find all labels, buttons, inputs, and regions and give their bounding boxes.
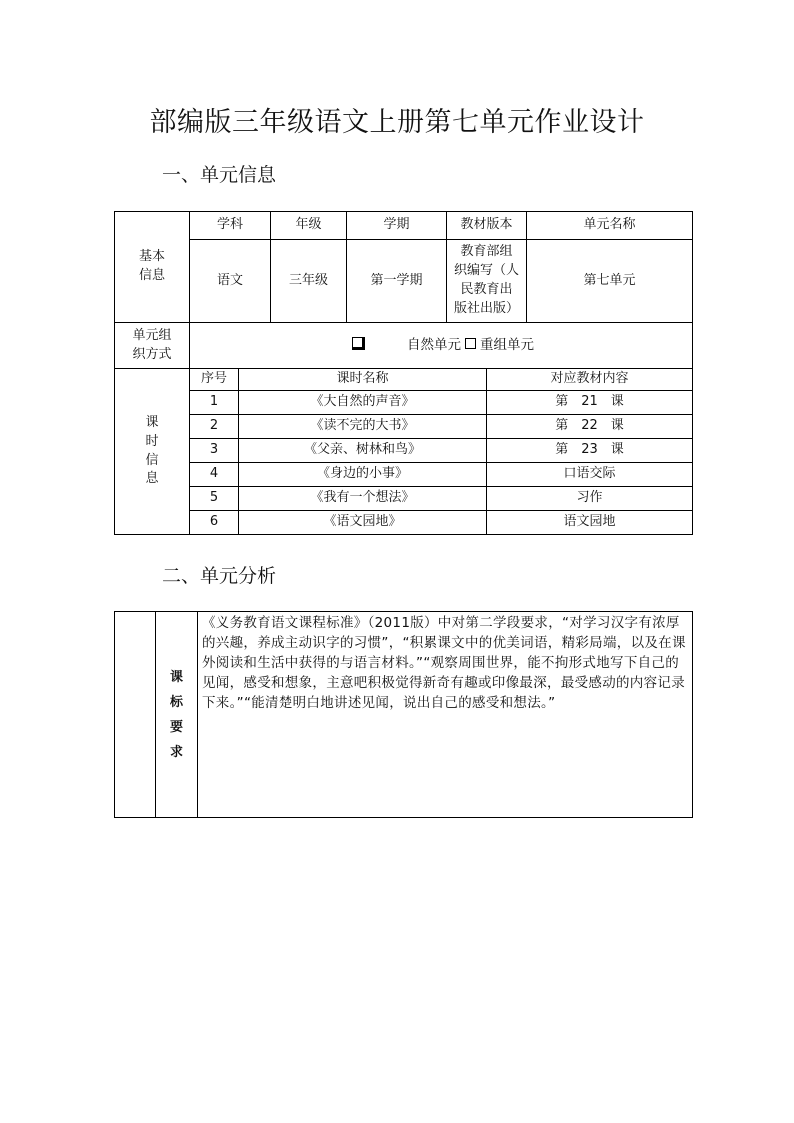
value-textbook: 教育部组 织编写（人 民教育出 版社出版） [447,240,527,323]
checkbox-natural-unit[interactable] [352,337,365,350]
lesson-content: 第 23 课 [487,439,693,463]
lesson-no: 1 [190,391,239,415]
option-natural-unit: 自然单元 [407,336,462,353]
lesson-name: 《读不完的大书》 [239,415,487,439]
lesson-row [115,487,693,511]
option-regroup-unit: 重组单元 [480,336,535,353]
document-title: 部编版三年级语文上册第七单元作业设计 [149,107,645,138]
analysis-blank-cell [115,612,156,818]
lesson-name: 《大自然的声音》 [239,391,487,415]
header-lesson-content: 对应教材内容 [487,369,693,391]
section-heading-unit-info: 一、单元信息 [162,164,277,186]
section-heading-unit-analysis: 二、单元分析 [162,565,277,587]
org-method-label: 单元组 织方式 [115,323,190,369]
lesson-row [115,391,693,415]
lesson-name: 《父亲、树林和鸟》 [239,439,487,463]
unit-info-table [114,211,693,535]
lesson-content: 习作 [487,487,693,511]
curriculum-requirement-text: 《义务教育语文课程标准》（2011版）中对第二学段要求，“对学习汉字有浓厚的兴趣，养成主动识字的习惯”，“积累课文中的优美词语，精彩局端，以及在课外阅读和生活中获得的与语言材料。”“观察周围世界，能不拘形式地写下自己的见闻，感受和想象，主意吧积极觉得新奇有趣或印像最深，最受感动的内容记录下来。”“能清楚明白地讲述见闻，说出自己的感受和想法。” [198,612,693,818]
header-textbook: 教材版本 [447,212,527,240]
lesson-row [115,439,693,463]
basic-info-label: 基本 信息 [115,212,190,323]
lesson-content: 口语交际 [487,463,693,487]
lesson-name: 《语文园地》 [239,511,487,535]
lesson-no: 2 [190,415,239,439]
checkbox-regroup-unit[interactable] [465,338,476,349]
value-subject: 语文 [190,240,271,323]
lesson-content: 语文园地 [487,511,693,535]
lesson-name: 《我有一个想法》 [239,487,487,511]
org-method-options [190,323,693,369]
header-subject: 学科 [190,212,271,240]
value-unit-name: 第七单元 [527,240,693,323]
header-grade: 年级 [271,212,347,240]
value-grade: 三年级 [271,240,347,323]
lesson-no: 6 [190,511,239,535]
lesson-row [115,415,693,439]
lesson-no: 3 [190,439,239,463]
header-unit-name: 单元名称 [527,212,693,240]
value-term: 第一学期 [347,240,447,323]
curriculum-requirement-label: 课 标 要 求 [156,612,198,818]
lesson-no: 4 [190,463,239,487]
unit-analysis-table [114,611,693,818]
lesson-name: 《身边的小事》 [239,463,487,487]
lesson-row [115,511,693,535]
header-lesson-no: 序号 [190,369,239,391]
lesson-info-label: 课 时 信 息 [115,369,190,535]
lesson-content: 第 21 课 [487,391,693,415]
lesson-no: 5 [190,487,239,511]
header-lesson-name: 课时名称 [239,369,487,391]
header-term: 学期 [347,212,447,240]
lesson-row [115,463,693,487]
lesson-content: 第 22 课 [487,415,693,439]
